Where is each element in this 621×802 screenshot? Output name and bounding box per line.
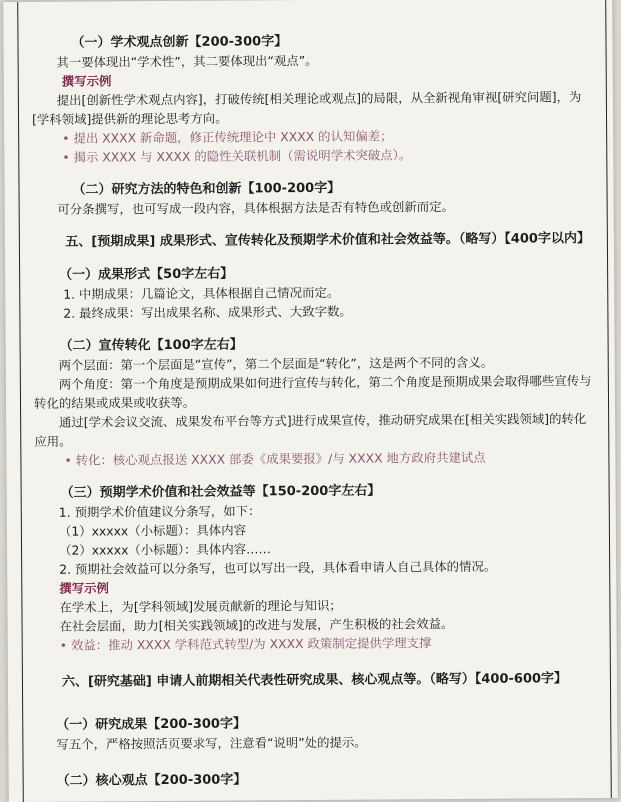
bullet-item: • 转化：核心观点报送 XXXX 部委《成果要报》/与 XXXX 地方政府共建试点 (64, 449, 486, 468)
heading-core-viewpoints: （二）核心观点【200-300字】 (56, 772, 247, 789)
heading-expected-value: （三）预期学术价值和社会效益等【150-200字左右】 (60, 483, 381, 501)
heading-section-6: 六、[研究基础] 申请人前期相关代表性研究成果、核心观点等。（略写）【400-600字】 (61, 671, 568, 690)
document-content (31, 30, 595, 791)
example-label: 撰写示例 (61, 73, 112, 89)
example-text: 在学术上，为[学科领域]发展贡献新的理论与知识； (59, 597, 342, 615)
example-text: 提出[创新性学术观点内容]，打破传统[相关理论或观点]的局限，从全新视角审视[研究问题]，为[学科领域]提供新的理论思考方向。 (31, 89, 582, 127)
text-line: 2. 最终成果：写出成果名称、成果形式、大致字数。 (63, 303, 352, 321)
text-line: 1. 预期学术价值建议分条写，如下： (58, 503, 261, 520)
heading-promotion: （二）宣传转化【100字左右】 (59, 337, 243, 354)
text-line: 两个角度：第一个角度是预期成果如何进行宣传与转化，第二个角度是预期成果会取得哪些宣传与转化的结果或成果或收获等。 (33, 373, 592, 411)
example-text: 在社会层面，助力[相关实践领域]的改进与发展，产生积极的社会效益。 (59, 616, 454, 634)
text-line: 可分条撰写，也可写成一段内容，具体根据方法是否有特色或创新而定。 (57, 198, 455, 217)
text-line: 2. 预期社会效益可以分条写，也可以写出一段，具体看申请人自己具体的情况。 (59, 558, 497, 577)
text-line: （1）xxxxx（小标题）：具体内容 (58, 522, 247, 539)
text-line: 通过[学术会议交流、成果发布平台等方式]进行成果宣传，推动研究成果在[相关实践领域]的转化应用。 (34, 411, 587, 449)
text-line: 其一要体现出“学术性”，其二要体现出“观点”。 (56, 52, 318, 70)
text-line: 写五个，严格按照活页要求写，注意看“说明”处的提示。 (56, 734, 367, 752)
heading-output-form: （一）成果形式【50字左右】 (59, 266, 234, 283)
heading-method-innovation: （二）研究方法的特色和创新【100-200字】 (72, 180, 341, 198)
document-sheet (3, 0, 618, 802)
heading-academic-innovation: （一）学术观点创新【200-300字】 (71, 34, 288, 51)
example-label: 撰写示例 (59, 580, 109, 596)
text-line: （2）xxxxx（小标题）：具体内容…… (58, 541, 271, 558)
heading-research-results: （一）研究成果【200-300字】 (56, 716, 246, 733)
bullet-item: • 效益：推动 XXXX 学科范式转型/为 XXXX 政策制定提供学理支撑 (59, 635, 432, 653)
heading-section-5: 五、[预期成果] 成果形式、宣传转化及预期学术价值和社会效益等。（略写）【400字以内】 (65, 231, 590, 250)
text-line: 1. 中期成果：几篇论文，具体根据自己情况而定。 (63, 284, 340, 302)
bullet-item: • 揭示 XXXX 与 XXXX 的隐性关联机制（需说明学术突破点）。 (62, 147, 412, 165)
bullet-item: • 提出 XXXX 新命题，修正传统理论中 XXXX 的认知偏差； (62, 128, 393, 146)
text-line: 两个层面：第一个层面是“宣传”，第二个层面是“转化”，这是两个不同的含义。 (58, 354, 494, 373)
